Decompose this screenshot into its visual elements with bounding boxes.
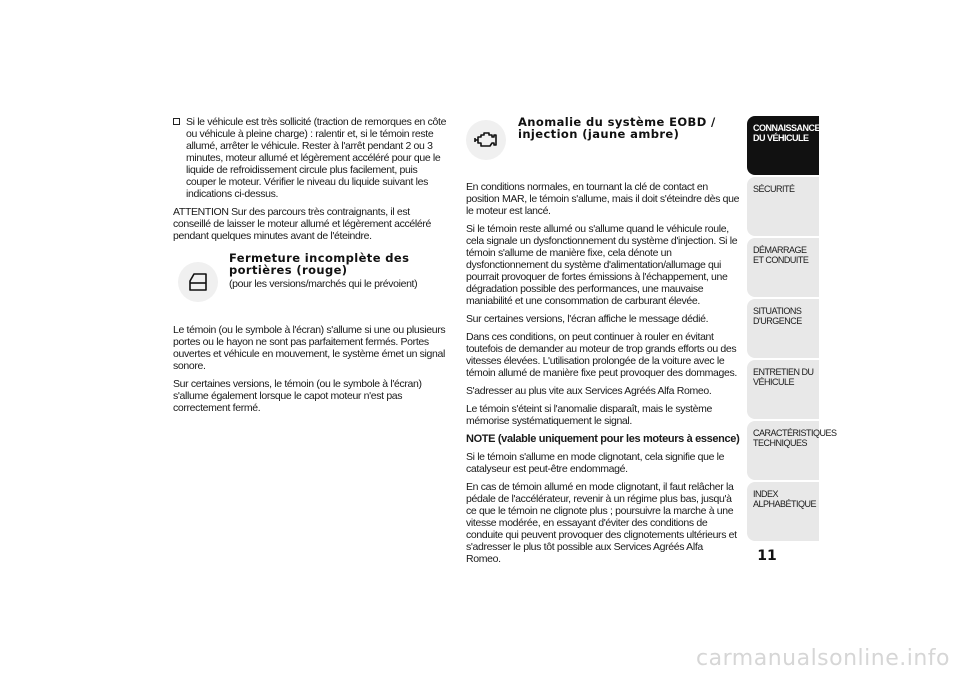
tab-index-alphabetique[interactable]: INDEX ALPHABÉTIQUE [747,482,819,541]
note-paragraph-1: Si le témoin s'allume en mode clignotant, cela signifie que le catalyseur est peut-être endommagé. [466,451,725,475]
bullet-text: Si le véhicule est très sollicité (traction de remorques en côte ou véhicule à pleine charge) : ralentir et, si le témoin reste allumé, arrêter le véhicule. Rester à l'arrêt pendant 2 ou 3 minutes, moteur allumé et légèrement accéléré pour que le liquide de refroidissement circule plus facilement, puis couper le moteur. Vérifier le niveau du liquide suivant les indications ci-dessus. [186,116,447,200]
tab-situations-d-urgence[interactable]: SITUATIONS D'URGENCE [747,299,819,358]
engine-check-icon [466,120,506,160]
checkbox-bullet-icon [173,118,180,125]
door-section-heading [173,252,449,314]
door-open-icon [178,262,218,302]
note-title: NOTE (valable uniquement pour les moteurs à essence) [466,433,740,445]
eobd-section-title: Anomalie du système EOBD / injection (jaune ambre) [518,115,716,141]
tab-demarrage-et-conduite[interactable]: DÉMARRAGE ET CONDUITE [747,238,819,297]
door-paragraph-2: Sur certaines versions, le témoin (ou le symbole à l'écran) s'allume également lorsque le capot moteur n'est pas correctement fermé. [173,378,422,414]
door-paragraph-1: Le témoin (ou le symbole à l'écran) s'allume si une ou plusieurs portes ou le hayon ne sont pas parfaitement fermés. Portes ouvertes et véhicule en mouvement, le système émet un signal sonore. [173,324,446,372]
eobd-paragraph-6: Le témoin s'éteint si l'anomalie disparaît, mais le système mémorise systématiquement le signal. [466,403,712,427]
eobd-paragraph-5: S'adresser au plus vite aux Services Agréés Alfa Romeo. [466,385,712,397]
watermark: carmanualsonline.info [696,646,950,671]
tab-caracteristiques-techniques[interactable]: CARACTÉRISTIQUES TECHNIQUES [747,421,819,480]
page-number: 11 [757,548,777,564]
tab-connaissance-du-vehicule[interactable]: CONNAISSANCE DU VÉHICULE [747,116,819,175]
eobd-section-heading [466,116,740,171]
left-column [173,116,449,420]
door-section-title: Fermeture incomplète des portières (rouge) [229,251,410,277]
tab-entretien-du-vehicule[interactable]: ENTRETIEN DU VÉHICULE [747,360,819,419]
note-paragraph-2: En cas de témoin allumé en mode clignotant, il faut relâcher la pédale de l'accélérateur, revenir à un régime plus bas, jusqu'à ce que le témoin ne clignote plus ; poursuivre la marche à une vitesse modérée, en essayant d'éviter des conditions de conduite qui peuvent provoquer des clignotements ultérieurs et s'adresser le plus tôt possible aux Services Agréés Alfa Romeo. [466,481,737,565]
eobd-paragraph-4: Dans ces conditions, on peut continuer à rouler en évitant toutefois de demander au moteur de trop grands efforts ou des vitesses élevées. L'utilisation prolongée de la voiture avec le témoin allumé de manière fixe peut provoquer des dommages. [466,331,737,379]
right-column [466,116,740,571]
bullet-paragraph [173,116,449,200]
eobd-paragraph-1: En conditions normales, en tournant la clé de contact en position MAR, le témoin s'allume, mais il doit s'éteindre dès que le moteur est lancé. [466,181,740,217]
attention-paragraph: ATTENTION Sur des parcours très contraignants, il est conseillé de laisser le moteur allumé et légèrement accéléré pendant quelques minutes avant de l'éteindre. [173,206,431,242]
eobd-paragraph-3: Sur certaines versions, l'écran affiche le message dédié. [466,313,709,325]
tab-securite[interactable]: SÉCURITÉ [747,177,819,236]
chapter-sidebar [747,116,837,543]
eobd-paragraph-2: Si le témoin reste allumé ou s'allume quand le véhicule roule, cela signale un dysfonctionnement du système d'injection. Si le témoin s'allume de manière fixe, cela dénote un dysfonctionnement du système d'alimentation/allumage qui pourrait provoquer de fortes émissions à l'échappement, une dégradation possible des performances, une mauvaise maniabilité et une consommation de carburant élevée. [466,223,738,307]
door-section-subtitle: (pour les versions/marchés qui le prévoient) [229,278,418,290]
